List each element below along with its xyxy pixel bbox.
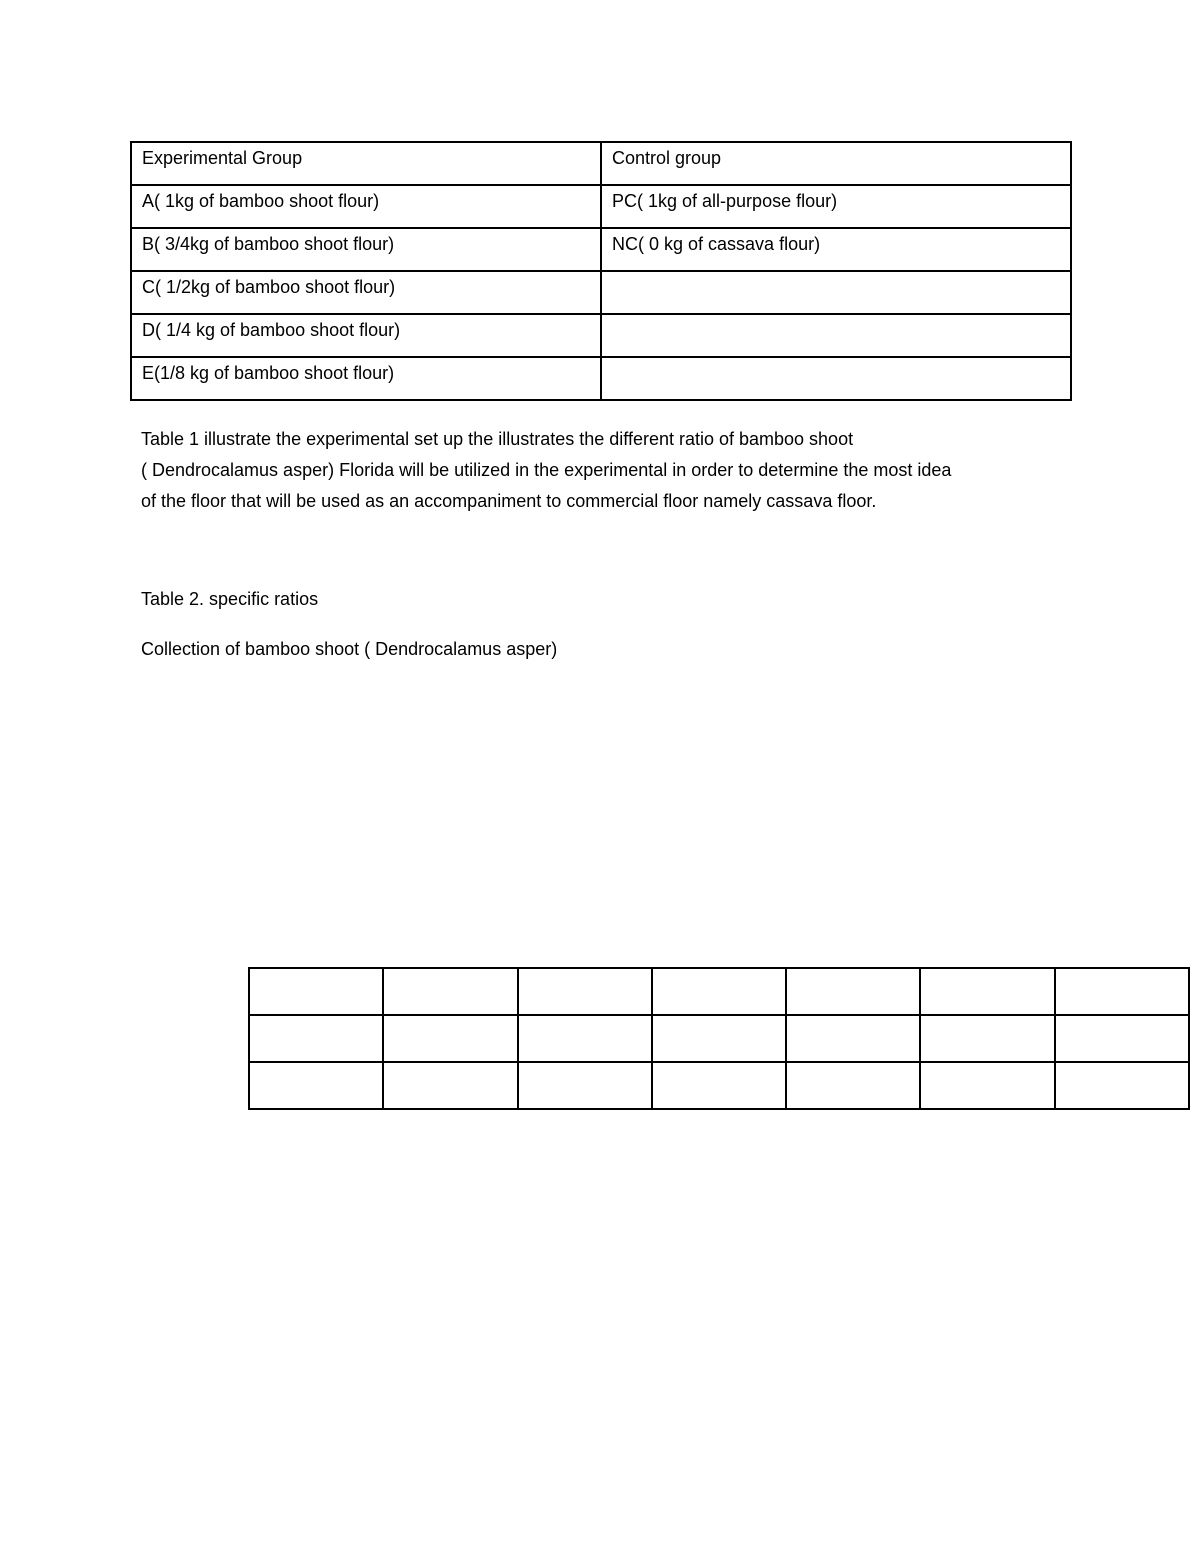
table-cell — [249, 1062, 383, 1109]
table-cell — [920, 1062, 1054, 1109]
table-row — [249, 1015, 1189, 1062]
table-cell — [518, 1062, 652, 1109]
caption-line: of the floor that will be used as an accompaniment to commercial floor namely cassava floor. — [141, 491, 877, 511]
table-cell: PC( 1kg of all-purpose flour) — [601, 185, 1071, 228]
table-cell — [920, 968, 1054, 1015]
table-cell: NC( 0 kg of cassava flour) — [601, 228, 1071, 271]
table-cell — [652, 968, 786, 1015]
table-cell — [786, 968, 920, 1015]
caption-line: Table 1 illustrate the experimental set up the illustrates the different ratio of bamboo shoot — [141, 429, 854, 449]
table-row — [249, 968, 1189, 1015]
table-cell — [249, 968, 383, 1015]
table-cell — [383, 1062, 517, 1109]
table2-label: Table 2. specific ratios — [141, 589, 319, 609]
table-cell — [786, 1062, 920, 1109]
table-cell — [652, 1062, 786, 1109]
table-cell — [652, 1015, 786, 1062]
table-cell: B( 3/4kg of bamboo shoot flour) — [131, 228, 601, 271]
table-cell — [383, 968, 517, 1015]
table-cell — [601, 314, 1071, 357]
table-row — [131, 228, 1071, 271]
table-header-row — [131, 142, 1071, 185]
specific-ratios-table — [248, 967, 1190, 1110]
table-row — [249, 1062, 1189, 1109]
table-cell — [518, 1015, 652, 1062]
table-cell — [1055, 1015, 1189, 1062]
table1-caption — [141, 424, 1071, 517]
header-experimental-group: Experimental Group — [131, 142, 601, 185]
collection-heading: Collection of bamboo shoot ( Dendrocalamus asper) — [141, 639, 558, 659]
table-cell: C( 1/2kg of bamboo shoot flour) — [131, 271, 601, 314]
table-cell — [383, 1015, 517, 1062]
table-row — [131, 185, 1071, 228]
table-cell — [1055, 1062, 1189, 1109]
table-cell: D( 1/4 kg of bamboo shoot flour) — [131, 314, 601, 357]
table-cell: A( 1kg of bamboo shoot flour) — [131, 185, 601, 228]
table-cell — [601, 357, 1071, 400]
table-cell — [920, 1015, 1054, 1062]
table-cell — [518, 968, 652, 1015]
table-cell — [1055, 968, 1189, 1015]
caption-line: ( Dendrocalamus asper) Florida will be utilized in the experimental in order to determine the most idea — [141, 460, 952, 480]
header-control-group: Control group — [601, 142, 1071, 185]
table-cell — [249, 1015, 383, 1062]
table-row — [131, 271, 1071, 314]
experimental-setup-table — [130, 141, 1072, 401]
table-row — [131, 357, 1071, 400]
table-cell — [601, 271, 1071, 314]
table-cell: E(1/8 kg of bamboo shoot flour) — [131, 357, 601, 400]
table-row — [131, 314, 1071, 357]
table-cell — [786, 1015, 920, 1062]
